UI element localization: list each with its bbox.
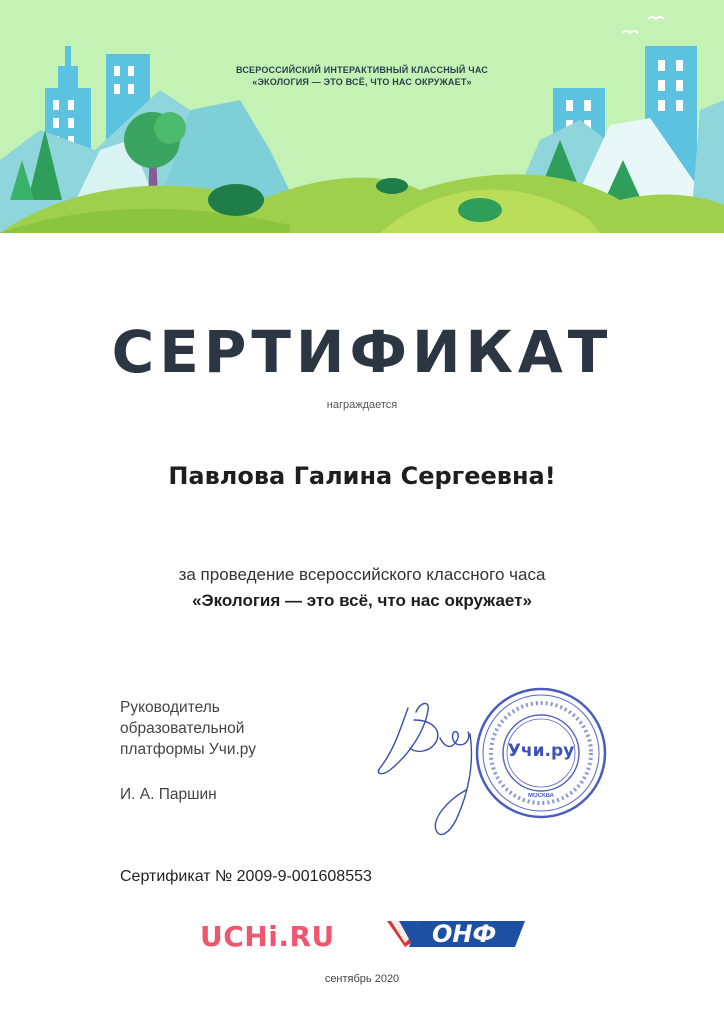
signer-name: И. А. Паршин [120,786,217,803]
uchi-ru-logo: UCHi.RU [200,920,335,953]
awarded-label: награждается [326,399,398,411]
stamp-city: МОСКВА [527,793,555,799]
award-reason [0,562,724,614]
issue-date: сентябрь 2020 [324,973,400,985]
onf-logo-text: ОНФ [432,920,497,948]
reason-topic: «Экология — это всё, что нас окружает» [192,591,532,610]
certificate-title: СЕРТИФИКАТ [111,318,613,386]
recipient-name: Павлова Галина Сергеевна! [168,462,556,490]
landscape-illustration [0,0,724,233]
certificate-number: Сертификат № 2009-9-001608553 [120,868,372,885]
event-title-line1: ВСЕРОССИЙСКИЙ ИНТЕРАКТИВНЫЙ КЛАССНЫЙ ЧАС [235,65,488,75]
event-title [0,64,724,88]
signer-position-line1: Руководитель [120,699,220,716]
stamp-center-text: Учи.ру [507,741,575,761]
signer-position-line3: платформы Учи.ру [120,741,256,758]
reason-line: за проведение всероссийского классного часа [178,565,546,584]
event-title-line2: «ЭКОЛОГИЯ — ЭТО ВСЁ, ЧТО НАС ОКРУЖАЕТ» [252,77,472,87]
landscape-banner [0,0,724,233]
signer-position [120,697,320,760]
signer-position-line2: образовательной [120,720,245,737]
organization-stamp [473,685,609,826]
